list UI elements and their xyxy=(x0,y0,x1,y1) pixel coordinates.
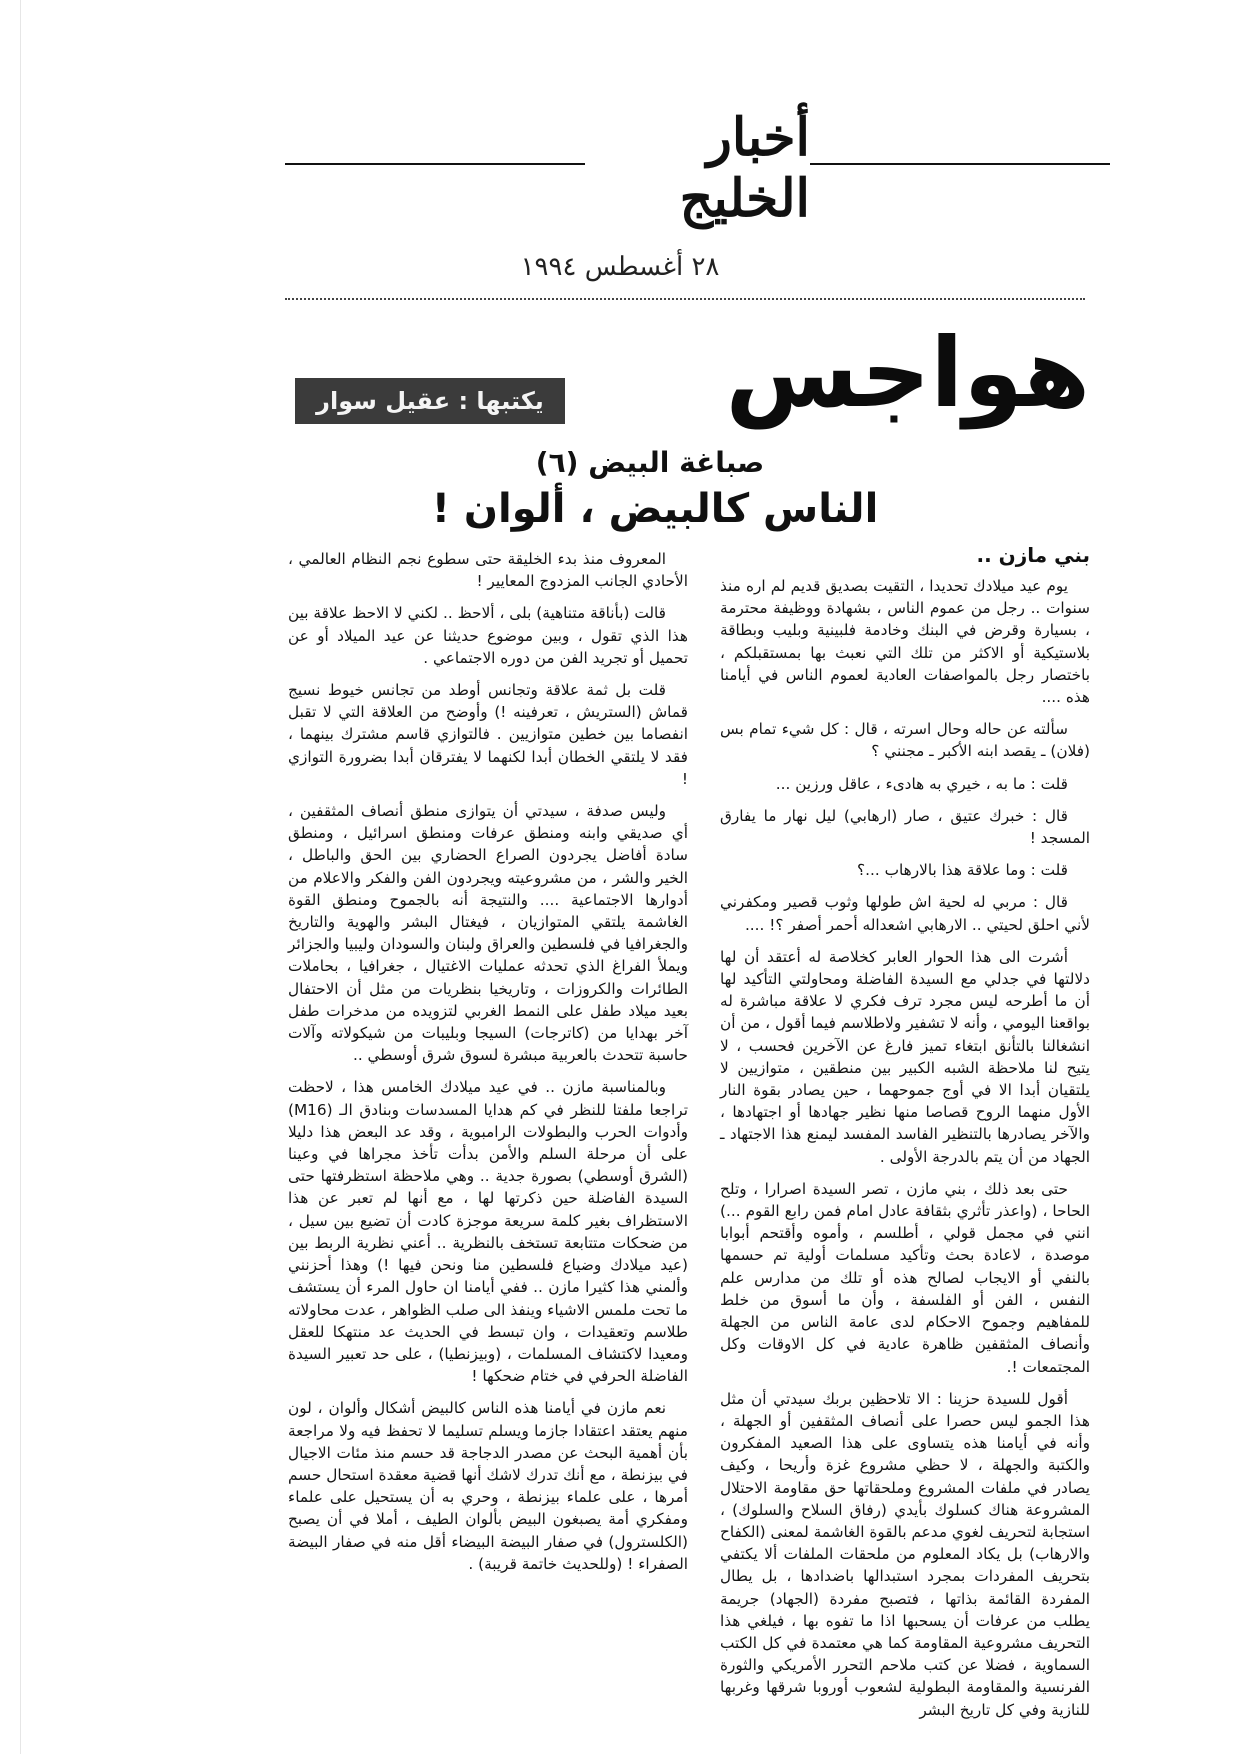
masthead-rule-right xyxy=(810,163,1110,165)
byline: يكتبها : عقيل سوار xyxy=(295,378,565,424)
paragraph: قلت : وما علاقة هذا بالارهاب ...؟ xyxy=(857,861,1068,880)
article-column-left xyxy=(288,548,688,1585)
paragraph: قال : خبرك عتيق ، صار (ارهابي) ليل نهار ما يفارق المسجد ! xyxy=(720,806,1090,848)
dotted-divider xyxy=(285,298,1085,300)
paragraph: سألته عن حاله وحال اسرته ، قال : كل شيء تمام بس (فلان) ـ يقصد ابنه الأكبر ـ مجنني ؟ xyxy=(720,720,1090,761)
issue-date: ٢٨ أغسطس ١٩٩٤ xyxy=(520,252,720,282)
paragraph: يوم عيد ميلادك تحديدا ، التقيت بصديق قديم لم اره منذ سنوات .. رجل من عموم الناس ، بشهادة ووظيفة محترمة ، بسيارة وقرض في البنك وخادمة فلبينية وبليب وبطاقة بلاستيكية أو الاكثر من تلك التي نعبث بها بمستقبلكم ، باختصار رجل بالمواصفات العادية لعموم الناس في أيامنا هذه .... xyxy=(720,577,1090,707)
paragraph: أقول للسيدة حزينا : الا تلاحظين بربك سيدتي أن مثل هذا الجمو ليس حصرا على أنصاف المثقفين أو الجهلة ، وأنه في أيامنا هذه يتساوى على هذا الصعيد المفكرون والكتبة والجهلة ، لا حظي مشروع غزة وأريحا ، وكيف يصادر في ملفات المشروع وملحقاتها حق مقاومة الاحتلال المشروعة هناك كسلوك بأيدي (رفاق السلاح والسلوك) ، استجابة لتحريف لغوي مدعم بالقوة الغاشمة لمعنى (الكفاح والارهاب) بل يكاد المعلوم من ملحقات الملفات ألا يكتفي بتحريف المفردات بمجرد استبدالها باضدادها ، بل يطال المفردة القائمة بذاتها ، فتصبح مفردة (الجهاد) جريمة يطلب من عرفات أن يسحبها اذا ما تفوه بها ، فيلغي هذا التحريف مشروعية المقاومة كما هي معتمدة في كل الكتب السماوية ، فضلا عن كتب ملاحم التحرر الأمريكي والثورة الفرنسية والمقاومة البطولية لشعوب أوروبا شرقها وغربها للنازية وفي كل تاريخ البشر xyxy=(720,1389,1090,1719)
column-title: هواجس xyxy=(725,317,1090,429)
paragraph: المعروف منذ بدء الخليقة حتى سطوع نجم النظام العالمي ، الأحادي الجانب المزدوج المعايير ! xyxy=(288,550,688,591)
paragraph: قالت (بأناقة متناهية) بلى ، ألاحظ .. لكني لا الاحظ علاقة بين هذا الذي تقول ، وبين موضوع حديثنا عن عيد الميلاد أو عن تحميل أو تجريد الفن من دوره الاجتماعي . xyxy=(288,604,688,667)
paragraph: قلت : ما به ، خيري به هادىء ، عاقل ورزين ... xyxy=(775,774,1068,793)
paragraph: قال : مربي له لحية اش طولها وثوب قصير ومكفرني لأني احلق لحيتي .. الارهابي اشعداله أحمر أصفر ؟! .... xyxy=(720,893,1090,934)
salutation: بني مازن .. xyxy=(976,543,1090,567)
masthead-logo: أخبار الخليج xyxy=(679,106,810,229)
paragraph: نعم مازن في أيامنا هذه الناس كالبيض أشكال وألوان ، لون منهم يعتقد اعتقادا جازما ويسلم تسليما لا تحفظ فيه ولا مراجعة بأن أهمية البحث عن مصدر الدجاجة قد حسم منذ مئات الاجيال في بيزنطة ، مع أنك تدرك لاشك أنها قضية معقدة استحال حسم أمرها ، على علماء بيزنطة ، وحري به أن يستحيل على علماء ومفكري أمة يصبغون البيض بألوان الطيف ، أملا في أن يصبح (الكلسترول) في صفار البيضة البيضاء أقل منه في صفار البيضة الصفراء ! (وللحديث خاتمة قريبة) . xyxy=(288,1399,688,1573)
paragraph: حتى بعد ذلك ، بني مازن ، تصر السيدة اصرارا ، وتلح الحاحا ، (واعذر تأثري بثقافة عادل امام فمن رابع القوم ...) انني في مجمل قولي ، أطلسم ، وأموه وأقتحم أبوابا موصدة ، لاعادة بحث وتأكيد مسلمات أولية تم حسمها بالنفي أو الايجاب لصالح هذه أو تلك من مدارس علم النفس ، الفن أو الفلسفة ، وأن ما أسوق من خلط للمفاهيم وجموح الاحكام لدى عامة الناس من الجهلة وأنصاف المثقفين ظاهرة عادية في كل الاوقات وكل المجتمعات !. xyxy=(720,1179,1090,1376)
headline-kicker: صباغة البيض (٦) xyxy=(535,446,765,479)
paragraph: وبالمناسبة مازن .. في عيد ميلادك الخامس هذا ، لاحظت تراجعا ملفتا للنظر في كم هدايا المسدسات وبنادق الـ (M16) وأدوات الحرب والبطولات الرامبوية ، وقد عد البعض هذا دليلا على أن مرحلة السلم والأمن بدأت تأخذ مجراها في وعينا (الشرق أوسطي) بصورة جدية .. وهي ملاحظة استظرفتها حتى السيدة الفاضلة حين ذكرتها لها ، مع أنها لم تعبر عن هذا الاستظراف بغير كلمة سريعة موجزة كادت أن تضيع بين سيل ، من ضحكات متتابعة تستخف بالنظرية .. أعني نظرية الربط بين (عيد ميلادك وضياع فلسطين منا ونحن فيها !) وهذا أحزنني وألمني هذا كثيرا مازن .. ففي أيامنا ان حاول المرء أن يستشف ما تحت ملمس الاشياء وينفذ الى صلب الظواهر ، عدت محاولاته طلاسم وتعقيدات ، وان تبسط في الحديث عد منتهكا للعقل ومعيدا لاكتشاف المسلمات ، (وبيزنطيا) ، على حد تعبير السيدة الفاضلة الحرفي في ختام ضحكها ! xyxy=(288,1078,688,1386)
masthead-rule-left xyxy=(285,163,585,165)
paragraph: أشرت الى هذا الحوار العابر كخلاصة له أعتقد أن لها دلالتها في جدلي مع السيدة الفاضلة ومحاولتي التأكيد لها أن ما أطرحه ليس مجرد ترف فكري لا علاقة مباشرة له بواقعنا اليومي ، وأنه لا تشفير ولاطلاسم فيما أقول ، من أن انشغالنا بالتأنق ابتغاء تميز فارغ عن الآخرين فحسب ، لا يتيح لنا ملاحظة الشبه الكبير بين منطقين ، متوازيين لا يلتقيان أبدا الا في أوج جموحهما ، حين يصادر بقوة النار الأول منهما الروح قصاصا منها نظير جهادها أو اجتهادها ، والآخر يصادرها بالتنظير الفاسد المفسد ليمنع هذا الاجتهاد ـ الجهاد من أن يتم بالدرجة الأولى . xyxy=(720,947,1090,1166)
scan-edge xyxy=(20,0,21,1754)
paragraph: وليس صدفة ، سيدتي أن يتوازى منطق أنصاف المثقفين ، أي صديقي وابنه ومنطق عرفات ومنطق اسرائيل ، ومنطق سادة أفاضل يجردون الصراع الحضاري بين الحق والباطل ، الخير والشر ، من مشروعيته ويجردون الفن والفكر والاعلام من أدوارها الاجتماعية .... والنتيجة أنه بالجموح ومنطق القوة الغاشمة يلتقي المتوازيان ، فيغتال البشر والهوية والتاريخ والجغرافيا في فلسطين والعراق ولبنان والسودان وليبيا والجزائر ويملأ الفراغ الذي تحدثه عمليات الاغتيال ، جغرافيا ، بحاملات الطائرات والكروزات ، وتاريخيا بنظريات من مثل أن الاحتفال بعيد ميلاد طفل على النمط الغربي لتزويده من مدخرات طفل آخر بهدايا من (كاترجات) السيجا وبليبات من شيكولاته وآلات حاسبة تتحدث بالعربية مبشرة لسوق شرق أوسطي .. xyxy=(288,802,688,1065)
headline: الناس كالبيض ، ألوان ! xyxy=(431,486,879,532)
paragraph: قلت بل ثمة علاقة وتجانس أوطد من تجانس خيوط نسيج قماش (الستريش ، تعرفينه !) وأوضح من العلاقة التي لا تقبل انفصاما بين خطين متوازيين . فالتوازي قاسم مشترك بينهما ، فقد لا يلتقي الخطان أبدا لكنهما لا يفترقان أبدا بضرورة التوازي ! xyxy=(288,681,688,788)
article-column-right xyxy=(720,575,1090,1731)
